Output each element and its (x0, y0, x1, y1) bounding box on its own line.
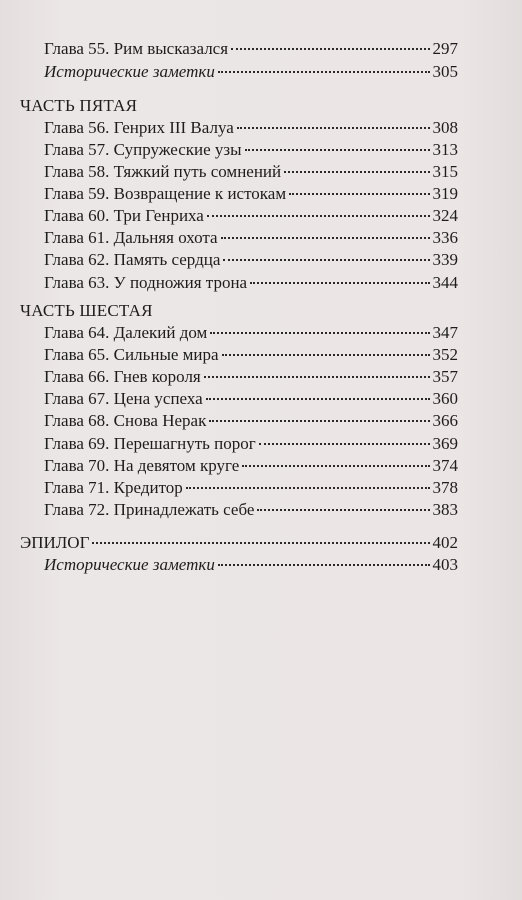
dot-leader (223, 259, 429, 261)
toc-entry-epilogue-notes[interactable] (44, 554, 458, 576)
part-heading-5: ЧАСТЬ ПЯТАЯ (20, 96, 138, 115)
toc-entry-chapter-58[interactable] (44, 161, 458, 183)
toc-entry-label: Глава 68. Снова Нерак (44, 411, 207, 430)
dot-leader (231, 48, 429, 50)
toc-entry-label: Глава 71. Кредитор (44, 478, 183, 497)
toc-entry-label: Исторические заметки (44, 62, 215, 81)
toc-entry-page: 324 (432, 206, 458, 225)
toc-entry-label: Глава 56. Генрих III Валуа (44, 118, 234, 137)
toc-entry-label: Глава 57. Супружеские узы (44, 140, 242, 159)
toc-entry-page: 344 (432, 273, 458, 292)
dot-leader (250, 282, 429, 284)
toc-entry-label: ЭПИЛОГ (20, 533, 90, 552)
toc-entry-page: 319 (432, 184, 458, 203)
toc-entry-label: Глава 67. Цена успеха (44, 389, 203, 408)
toc-entry-page: 315 (432, 162, 458, 181)
toc-entry-page: 383 (432, 500, 458, 519)
toc-entry-chapter-65[interactable] (44, 344, 458, 366)
toc-entry-page: 313 (432, 140, 458, 159)
toc-entry-chapter-68[interactable] (44, 410, 458, 432)
toc-entry-page: 357 (432, 367, 458, 386)
toc-entry-chapter-67[interactable] (44, 388, 458, 410)
toc-entry-label: Глава 58. Тяжкий путь сомнений (44, 162, 282, 181)
toc-entry-historical-notes[interactable] (44, 61, 458, 83)
toc-entry-chapter-55[interactable] (44, 38, 458, 60)
toc-entry-chapter-56[interactable] (44, 117, 458, 139)
toc-entry-chapter-61[interactable] (44, 227, 458, 249)
toc-entry-page: 403 (432, 555, 458, 574)
dot-leader (259, 443, 430, 445)
dot-leader (210, 332, 429, 334)
toc-entry-page: 366 (432, 411, 458, 430)
dot-leader (237, 127, 430, 129)
dot-leader (257, 509, 429, 511)
dot-leader (284, 171, 429, 173)
dot-leader (92, 542, 429, 544)
dot-leader (207, 215, 430, 217)
toc-entry-label: Глава 61. Дальняя охота (44, 228, 218, 247)
toc-entry-chapter-63[interactable] (44, 272, 458, 294)
toc-entry-page: 352 (432, 345, 458, 364)
toc-entry-label: Глава 62. Память сердца (44, 250, 221, 269)
toc-entry-page: 360 (432, 389, 458, 408)
toc-entry-label: Исторические заметки (44, 555, 215, 574)
toc-entry-label: Глава 66. Гнев короля (44, 367, 201, 386)
toc-entry-page: 378 (432, 478, 458, 497)
toc-entry-chapter-64[interactable] (44, 322, 458, 344)
dot-leader (186, 487, 430, 489)
toc-entry-chapter-69[interactable] (44, 433, 458, 455)
toc-entry-chapter-66[interactable] (44, 366, 458, 388)
toc-entry-page: 308 (432, 118, 458, 137)
toc-entry-chapter-62[interactable] (44, 249, 458, 271)
toc-entry-label: Глава 70. На девятом круге (44, 456, 240, 475)
toc-entry-chapter-70[interactable] (44, 455, 458, 477)
toc-entry-page: 339 (432, 250, 458, 269)
toc-entry-label: Глава 60. Три Генриха (44, 206, 204, 225)
toc-entry-page: 374 (432, 456, 458, 475)
toc-entry-label: Глава 63. У подножия трона (44, 273, 248, 292)
dot-leader (242, 465, 429, 467)
dot-leader (204, 376, 430, 378)
dot-leader (221, 237, 430, 239)
dot-leader (245, 149, 430, 151)
dot-leader (209, 420, 429, 422)
toc-entry-label: Глава 64. Далекий дом (44, 323, 208, 342)
toc-entry-chapter-71[interactable] (44, 477, 458, 499)
toc-entry-label: Глава 72. Принадлежать себе (44, 500, 255, 519)
toc-entry-page: 347 (432, 323, 458, 342)
toc-entry-chapter-57[interactable] (44, 139, 458, 161)
dot-leader (218, 564, 430, 566)
dot-leader (222, 354, 430, 356)
toc-entry-page: 297 (432, 39, 458, 58)
toc-entry-chapter-60[interactable] (44, 205, 458, 227)
toc-entry-label: Глава 65. Сильные мира (44, 345, 219, 364)
toc-entry-label: Глава 55. Рим высказался (44, 39, 229, 58)
part-heading-6: ЧАСТЬ ШЕСТАЯ (20, 301, 153, 320)
dot-leader (206, 398, 430, 400)
toc-entry-page: 305 (432, 62, 458, 81)
toc-entry-page: 369 (432, 434, 458, 453)
toc-entry-label: Глава 69. Перешагнуть порог (44, 434, 256, 453)
toc-entry-label: Глава 59. Возвращение к истокам (44, 184, 287, 203)
toc-entry-chapter-72[interactable] (44, 499, 458, 521)
toc-entry-chapter-59[interactable] (44, 183, 458, 205)
dot-leader (218, 71, 430, 73)
toc-entry-page: 402 (432, 533, 458, 552)
toc-entry-page: 336 (432, 228, 458, 247)
dot-leader (289, 193, 429, 195)
toc-entry-epilogue[interactable] (20, 532, 458, 554)
